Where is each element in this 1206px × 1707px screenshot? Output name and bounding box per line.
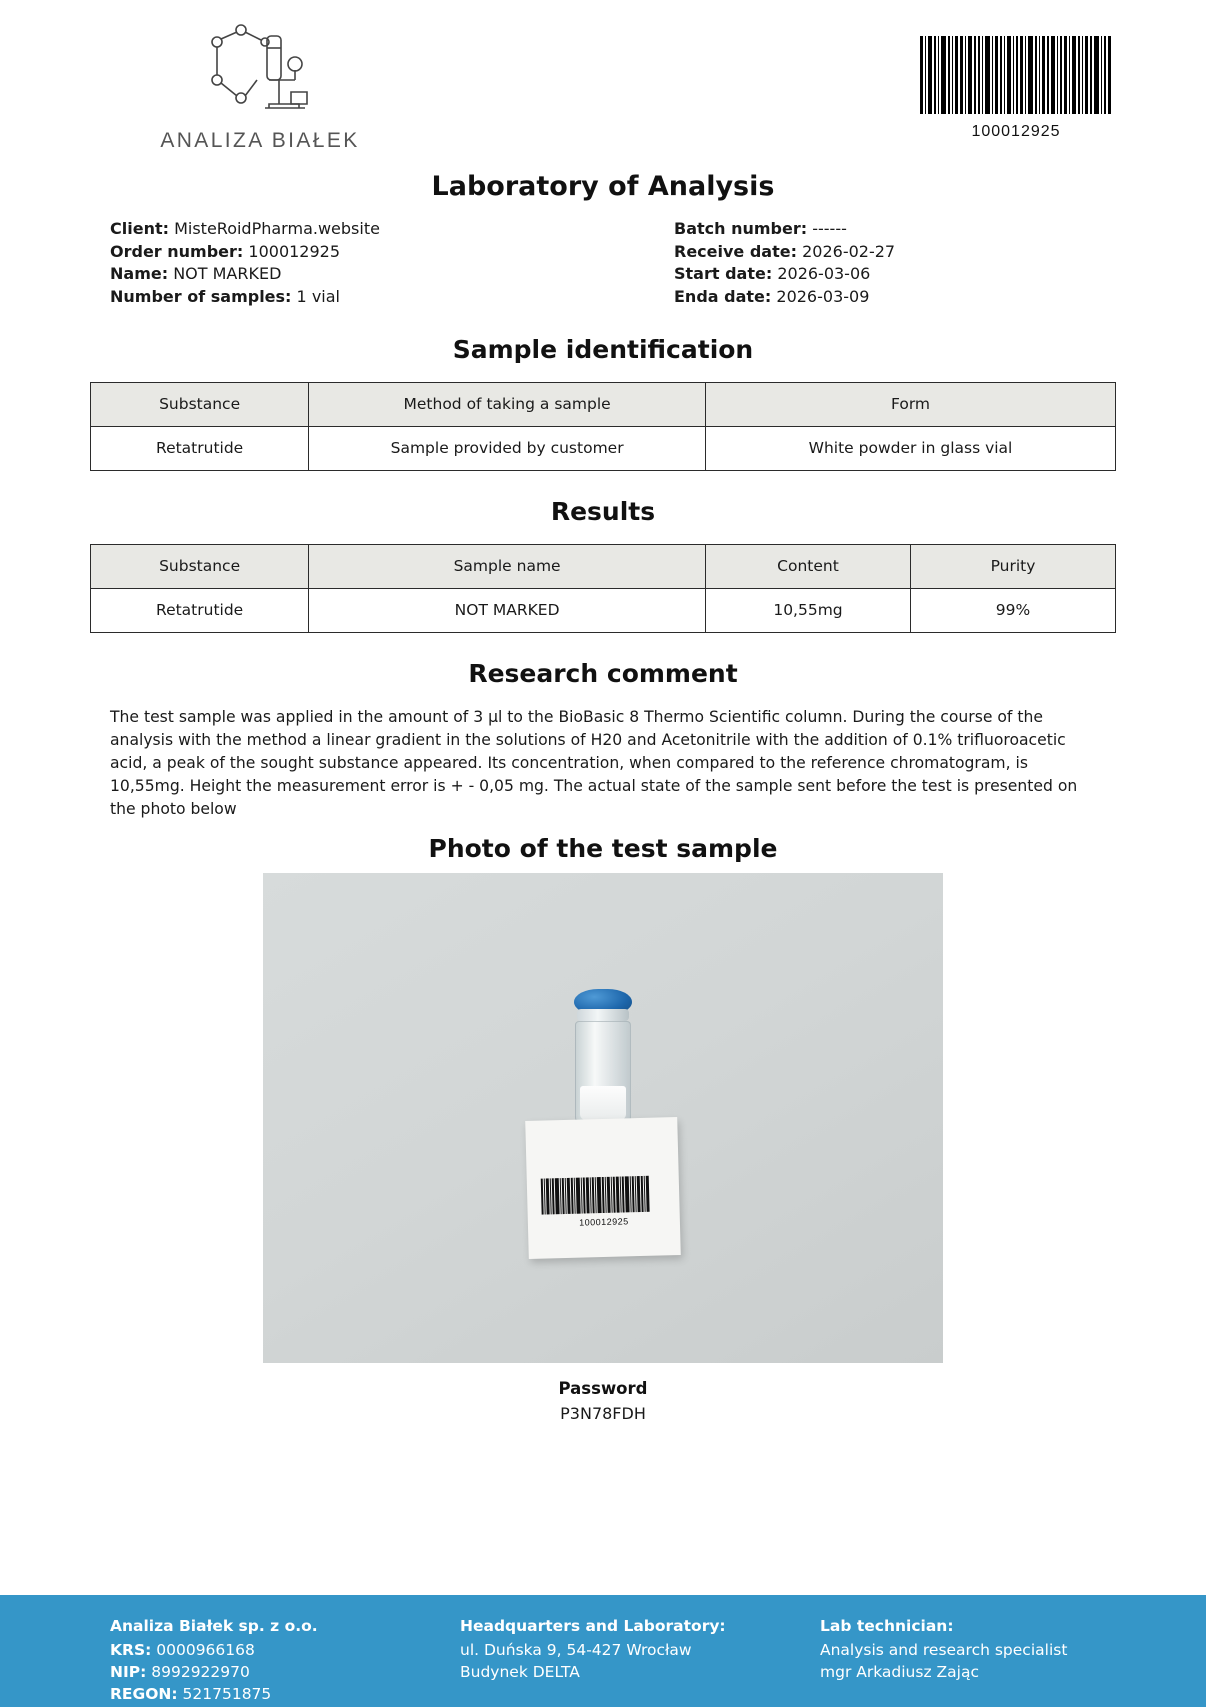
meta-receive-date-value: 2026-02-27 <box>802 241 896 261</box>
meta-number-of-samples <box>110 286 628 309</box>
meta-start-date-value: 2026-03-06 <box>777 264 871 284</box>
footer-regon-label: REGON: <box>110 1685 178 1703</box>
footer-hq-line2: Budynek DELTA <box>460 1663 580 1681</box>
password-block <box>0 1379 1206 1423</box>
footer-nip-label: NIP: <box>110 1663 147 1681</box>
footer-krs-value: 0000966168 <box>156 1641 255 1659</box>
meta-right-column <box>628 218 1146 309</box>
table-row <box>91 426 1116 470</box>
order-meta <box>0 218 1206 309</box>
password-label: Password <box>558 1379 648 1399</box>
footer-technician-line1: Analysis and research specialist <box>820 1641 1068 1659</box>
footer-company <box>110 1615 460 1707</box>
meta-start-date-label: Start date: <box>674 264 773 284</box>
meta-left-column <box>110 218 628 309</box>
meta-client <box>110 218 628 241</box>
table-row <box>91 588 1116 632</box>
cell-form: White powder in glass vial <box>705 426 1115 470</box>
photo-title: Photo of the test sample <box>428 834 778 864</box>
column-header-sample-name: Sample name <box>309 544 706 588</box>
photo-container <box>0 873 1206 1363</box>
footer-nip-value: 8992922970 <box>151 1663 250 1681</box>
meta-name <box>110 263 628 286</box>
cell-sample-name: NOT MARKED <box>309 588 706 632</box>
meta-receive-date <box>674 241 1146 264</box>
footer-krs <box>110 1639 460 1661</box>
brand-name: ANALIZA BIAŁEK <box>160 129 360 152</box>
meta-client-value: MisteRoidPharma.website <box>174 219 380 238</box>
brand-logo <box>110 18 410 153</box>
password-value: P3N78FDH <box>560 1404 646 1424</box>
vial-image <box>574 989 632 1125</box>
vial-body <box>575 1021 631 1125</box>
label-barcode-number: 100012925 <box>578 1216 629 1229</box>
meta-number-of-samples-label: Number of samples: <box>110 287 292 307</box>
column-header-substance: Substance <box>91 382 309 426</box>
column-header-content: Content <box>705 544 910 588</box>
footer-technician <box>820 1615 1146 1707</box>
footer-regon-value: 521751875 <box>182 1685 272 1703</box>
research-comment-text: The test sample was applied in the amount of 3 µl to the BioBasic 8 Thermo Scientific column. During the course of the analysis with the method a linear gradient in the solutions of H20 and Acetonitrile with the addition of 0.1% trifluoroacetic acid, a peak of the sought substance appeared. Its concentration, when compared to the reference chromatogram, is 10,55mg. Height the measurement error is + - 0,05 mg. The actual state of the sample sent before the test is presented on the photo below <box>110 707 1078 818</box>
meta-client-label: Client: <box>110 219 169 238</box>
meta-order-number-value: 100012925 <box>248 241 341 261</box>
meta-batch-number-label: Batch number: <box>674 219 808 238</box>
results-table <box>90 544 1116 633</box>
footer-krs-label: KRS: <box>110 1641 152 1659</box>
page-title: Laboratory of Analysis <box>431 171 775 202</box>
sample-photo <box>263 873 943 1363</box>
cell-substance: Retatrutide <box>91 588 309 632</box>
document-footer <box>0 1595 1206 1707</box>
meta-name-value: NOT MARKED <box>173 264 282 284</box>
meta-end-date <box>674 286 1146 309</box>
document-header <box>0 0 1206 153</box>
meta-number-of-samples-value: 1 vial <box>296 287 340 307</box>
barcode-image <box>886 36 1146 114</box>
meta-name-label: Name: <box>110 264 169 284</box>
label-barcode-image <box>541 1176 666 1215</box>
meta-start-date <box>674 263 1146 286</box>
column-header-form: Form <box>705 382 1115 426</box>
cell-substance: Retatrutide <box>91 426 309 470</box>
sample-identification-table <box>90 382 1116 471</box>
cell-method: Sample provided by customer <box>309 426 706 470</box>
sample-identification-title: Sample identification <box>452 334 754 364</box>
vial-powder <box>580 1086 626 1120</box>
meta-batch-number-value: ------ <box>812 219 847 238</box>
molecule-microscope-icon <box>195 18 325 123</box>
footer-nip <box>110 1661 460 1683</box>
column-header-method: Method of taking a sample <box>309 382 706 426</box>
sample-label-card <box>525 1118 681 1260</box>
footer-technician-title: Lab technician: <box>820 1617 954 1635</box>
meta-order-number-label: Order number: <box>110 241 244 261</box>
footer-company-name: Analiza Białek sp. z o.o. <box>110 1617 318 1635</box>
cell-content: 10,55mg <box>705 588 910 632</box>
cell-purity: 99% <box>910 588 1115 632</box>
table-header-row <box>91 544 1116 588</box>
meta-end-date-label: Enda date: <box>674 287 772 307</box>
footer-hq-line1: ul. Duńska 9, 54-427 Wrocław <box>460 1641 692 1659</box>
research-comment-title: Research comment <box>468 658 738 688</box>
results-title: Results <box>550 496 656 526</box>
column-header-substance: Substance <box>91 544 309 588</box>
meta-end-date-value: 2026-03-09 <box>776 287 870 307</box>
footer-hq-title: Headquarters and Laboratory: <box>460 1617 726 1635</box>
meta-batch-number <box>674 218 1146 241</box>
order-barcode <box>886 18 1146 141</box>
table-header-row <box>91 382 1116 426</box>
barcode-number: 100012925 <box>971 123 1061 140</box>
column-header-purity: Purity <box>910 544 1115 588</box>
meta-receive-date-label: Receive date: <box>674 241 797 261</box>
meta-order-number <box>110 241 628 264</box>
vial-neck <box>577 1009 629 1021</box>
footer-headquarters <box>460 1615 820 1707</box>
footer-regon <box>110 1683 460 1705</box>
footer-technician-line2: mgr Arkadiusz Zając <box>820 1663 979 1681</box>
